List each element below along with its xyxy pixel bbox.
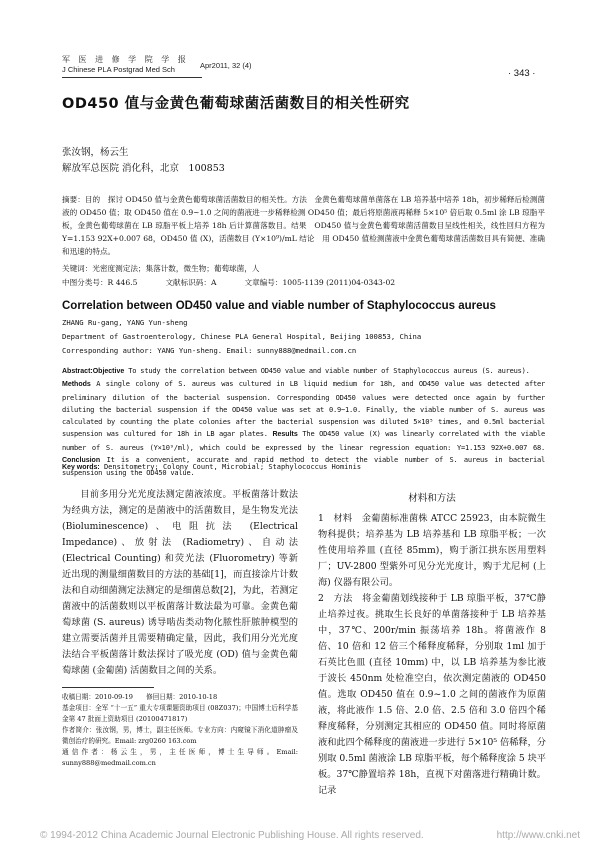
classification-row [62, 277, 545, 288]
journal-name-cn: 军 医 进 修 学 院 学 报 [62, 55, 189, 64]
keywords-cn: 关键词：光密度测定法；集落计数，微生物；葡萄球菌，人 [62, 264, 260, 273]
methods-text: A single colony of S. aureus was cultured in LB liquid medium for 18h, and OD450 value was detected after preliminary dilution of the bacterial suspension. Corresponding OD450 values were detected once again by further diluting the bacterial suspension if the OD450 value was set at 0.9~1.0. Finally, the viable number of S. aureus was calculated by counting the plate colonies after the bacterial suspension was diluted 5×10⁵ times, and 0.5ml bacterial suspension was cultured for 18h in LB agar plates. [62, 380, 545, 439]
cnki-link[interactable]: http://www.cnki.net [496, 830, 580, 841]
authors-cn: 张汝钢，杨云生 [62, 147, 129, 158]
footnote-divider [62, 687, 154, 688]
objective-label: Objective [92, 368, 125, 375]
corresponding-author-en: Corresponding author: YANG Yun-sheng. Email: sunny888@medmail.com.cn [62, 346, 357, 355]
copyright-text: © 1994-2012 China Academic Journal Electronic Publishing House. All rights reserved. [40, 830, 424, 841]
document-code: 文献标识码：A [165, 278, 217, 287]
results-label: Results [272, 431, 298, 439]
results-text: The OD450 value (X) was linearly correlated with the viable number of S. aureus (Y×10⁹/ml), which could be expressed by the linear regression equation: Y=1.153 92X+0.007 68. [62, 430, 545, 452]
abstract-cn-label: 摘要： [62, 195, 85, 204]
conclusion-label: Conclusion [62, 457, 101, 465]
article-title-cn: OD450 值与金黄色葡萄球菌活菌数目的相关性研究 [62, 96, 410, 112]
conclusion-text: It is a convenient, accurate and rapid method to detect the viable number of S. aureus in bacterial suspension using the OD450 value. [62, 456, 546, 478]
objective-text: To study the correlation between OD450 value and viable number of Staphylococcus aureus (S. aureus). [128, 367, 530, 375]
keywords-en-text: Densitometry; Colony Count, Microbial; Staphylococcus Hominis [103, 463, 362, 471]
article-number: 文章编号：1005-1139 (2011)04-0343-02 [244, 278, 396, 287]
methods-label: Methods [62, 381, 91, 389]
abstract-cn [62, 193, 545, 258]
abstract-cn-text: 目的 探讨 OD450 值与金黄色葡萄球菌活菌数目的相关性。方法 金黄色葡萄球菌单菌落在 LB 培养基中培养 18h，初步稀释后检测菌液的 OD450 值；取 OD450 值在 0.9~1.0 之间的菌液进一步稀释检测 OD450 值；最后将原菌液再稀释 5×10⁵ 倍后取 0.5ml 涂 LB 琼脂平板，金黄色葡萄球菌在 LB 琼脂平板上培养 18h 后计算菌落数目。结果 OD450 值与金黄色葡萄球菌活菌数目呈线性相关，线性回归方程为 Y=1.153 92X+0.007 68，OD450 值 (X)，活菌数目 (Y×10⁹)/mL 结论 用 OD450 值检测菌液中金黄色葡萄球菌活菌数目具有简便、准确和迅速的特点。 [62, 195, 545, 256]
materials-paragraph: 1 材料 金葡菌标准菌株 ATCC 25923，由本院微生物科提供；培养基为 LB 培养基和 LB 琼脂平板；一次性使用培养皿 (直径 85mm)，购于浙江拱东医用塑料厂；UV-2800 型紫外可见分光光度计，购于尤尼柯 (上海) 仪器有限公司。 [318, 513, 546, 588]
section-heading-materials-methods: 材料和方法 [408, 493, 456, 504]
authors-en: ZHANG Ru-gang, YANG Yun-sheng [62, 318, 188, 327]
header-divider [62, 77, 202, 78]
clc-number: 中图分类号：R 446.5 [62, 278, 138, 287]
affiliation-cn: 解放军总医院 消化科，北京 100853 [62, 163, 225, 174]
page-number: · 343 · [508, 68, 536, 79]
footnote: 收稿日期：2010-09-19 修回日期：2010-10-18 基金项目：全军 “十一五” 重大专项课题资助项目 (08Z037)；中国博士后科学基金第 47 批面上资助项目 (20100471817) 作者简介：张汝钢，男，博士，副主任医师。专业方向：内窥镜下消化道肿瘤及微创治疗的研究。Email: zrg0260 163.com 通信作者：杨云生，男，主任医师，博士生导师。Email: sunny888@medmail.com.cn [62, 693, 298, 767]
article-title-en: Correlation between OD450 value and viable number of Staphylococcus aureus [62, 300, 496, 312]
methods-paragraph: 2 方法 将金葡菌划线接种于 LB 琼脂平板，37℃静止培养过夜。挑取生长良好的单菌落接种于 LB 培养基中，37℃、200r/min 振荡培养 18h。将菌液作 8 倍、10 倍和 12 倍三个稀释度稀释，分别取 1ml 加于石英比色皿 (直径 10mm) 中，以 LB 培养基为参比液于波长 450nm 处检准空白，依次测定菌液的 OD450 值。选取 OD450 值在 0.9~1.0 之间的菌液作为原菌液，将此液作 1.5 倍、2.0 倍、2.5 倍和 3.0 倍四个稀释度稀释，分别测定其相应的 OD450 值。同时将原菌液和此四个稀释度的菌液进一步进行 5×10⁵ 倍稀释，分别取 0.5ml 菌液涂 LB 琼脂平板，每个稀释度涂 5 块平板。37℃静置培养 18h，直视下对菌落进行精确计数。记录 [318, 593, 546, 796]
affiliation-en: Department of Gastroenterology, Chinese PLA General Hospital, Beijing 100853, China [62, 332, 422, 341]
body-right-column [318, 511, 546, 799]
keywords-en [62, 463, 545, 471]
abstract-label: Abstract: [62, 368, 93, 375]
journal-name-en: J Chinese PLA Postgrad Med Sch [62, 65, 175, 74]
journal-issue: Apr2011, 32 (4) [200, 61, 252, 70]
keywords-en-label: Key words: [62, 464, 100, 471]
copyright-footer [40, 830, 580, 841]
body-intro-paragraph: 目前多用分光光度法测定菌液浓度。平板菌落计数法为经典方法，测定的是菌液中的活菌数目，是生物发光法 (Bioluminescence)、电阻抗法 (Electrical Impedance)、放射法 (Radiometry)、自动法 (Electrical Counting) 和荧光法 (Fluorometry) 等新近出现的测量细菌数目的方法的基础[1]，而直接涂片计数法和自动细菌测定法测定的是细菌总数[2]，为此，若测定菌液中的活菌数则以平板菌落计数法最为可靠。金黄色葡萄球菌 (S. aureus) 诱导啮齿类动物化脓性肝脓肿模型的建立需要活菌并且需要精确定量，因此，我们用分光光度法结合平板菌落计数法探讨了吸光度 (OD) 值与金黄色葡萄球菌 (金葡菌) 活菌数目之间的关系。 [62, 489, 298, 676]
